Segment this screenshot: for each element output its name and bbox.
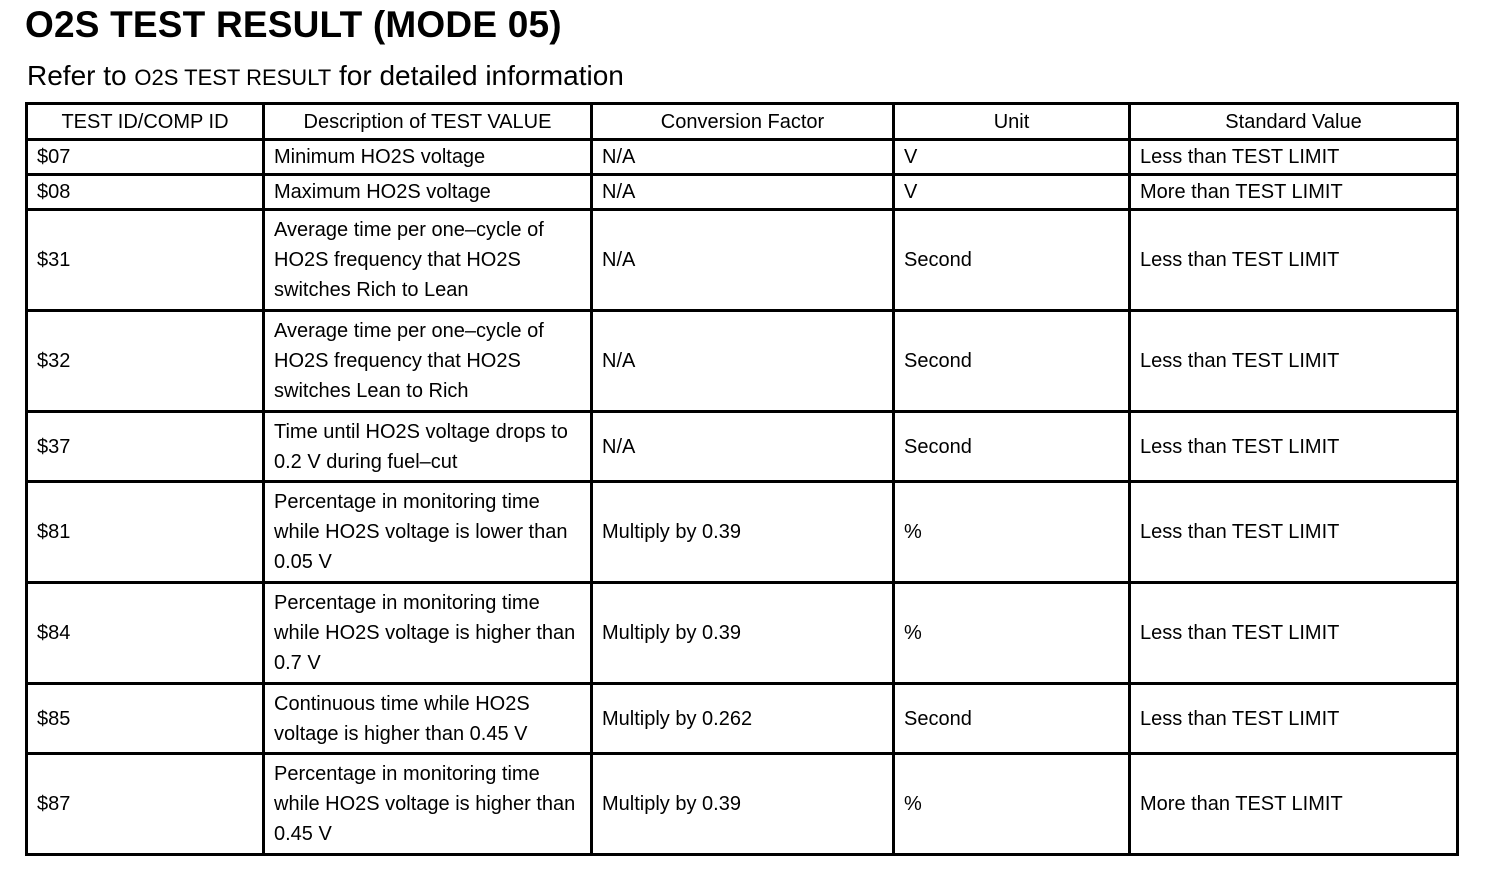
cell-standard: Less than TEST LIMIT	[1130, 210, 1458, 311]
cell-unit: %	[894, 754, 1130, 855]
subtitle-suffix: for detailed information	[331, 60, 624, 91]
header-standard-value: Standard Value	[1130, 104, 1458, 140]
cell-unit: Second	[894, 311, 1130, 412]
cell-test-id: $31	[27, 210, 264, 311]
cell-description: Maximum HO2S voltage	[264, 175, 592, 210]
header-unit: Unit	[894, 104, 1130, 140]
cell-unit: V	[894, 175, 1130, 210]
table-header-row	[27, 104, 1458, 140]
cell-test-id: $08	[27, 175, 264, 210]
cell-unit: V	[894, 140, 1130, 175]
cell-conversion: N/A	[592, 175, 894, 210]
cell-test-id: $81	[27, 482, 264, 583]
cell-standard: Less than TEST LIMIT	[1130, 684, 1458, 754]
cell-description: Time until HO2S voltage drops to 0.2 V during fuel–cut	[264, 412, 592, 482]
cell-unit: Second	[894, 684, 1130, 754]
table-row	[27, 140, 1458, 175]
cell-conversion: N/A	[592, 412, 894, 482]
cell-standard: Less than TEST LIMIT	[1130, 482, 1458, 583]
table-row	[27, 175, 1458, 210]
cell-standard: More than TEST LIMIT	[1130, 754, 1458, 855]
cell-test-id: $85	[27, 684, 264, 754]
cell-description: Continuous time while HO2S voltage is higher than 0.45 V	[264, 684, 592, 754]
cell-description: Percentage in monitoring time while HO2S voltage is lower than 0.05 V	[264, 482, 592, 583]
cell-standard: Less than TEST LIMIT	[1130, 412, 1458, 482]
header-conversion-factor: Conversion Factor	[592, 104, 894, 140]
cell-description: Percentage in monitoring time while HO2S voltage is higher than 0.45 V	[264, 754, 592, 855]
table-row	[27, 210, 1458, 311]
cell-conversion: Multiply by 0.39	[592, 583, 894, 684]
table-row	[27, 684, 1458, 754]
cell-standard: Less than TEST LIMIT	[1130, 140, 1458, 175]
cell-description: Average time per one–cycle of HO2S frequency that HO2S switches Lean to Rich	[264, 311, 592, 412]
cell-unit: %	[894, 583, 1130, 684]
cell-unit: Second	[894, 210, 1130, 311]
cell-test-id: $37	[27, 412, 264, 482]
table-row	[27, 311, 1458, 412]
table-row	[27, 583, 1458, 684]
cell-conversion: N/A	[592, 210, 894, 311]
header-description: Description of TEST VALUE	[264, 104, 592, 140]
cell-unit: %	[894, 482, 1130, 583]
cell-conversion: N/A	[592, 140, 894, 175]
cell-unit: Second	[894, 412, 1130, 482]
cell-conversion: Multiply by 0.39	[592, 482, 894, 583]
cell-conversion: N/A	[592, 311, 894, 412]
o2s-test-result-table	[25, 102, 1459, 856]
subtitle-prefix: Refer to	[27, 60, 135, 91]
cell-description: Average time per one–cycle of HO2S frequency that HO2S switches Rich to Lean	[264, 210, 592, 311]
page-title: O2S TEST RESULT (MODE 05)	[25, 4, 562, 45]
table-row	[27, 482, 1458, 583]
cell-description: Percentage in monitoring time while HO2S voltage is higher than 0.7 V	[264, 583, 592, 684]
cell-conversion: Multiply by 0.39	[592, 754, 894, 855]
cell-description: Minimum HO2S voltage	[264, 140, 592, 175]
cell-test-id: $87	[27, 754, 264, 855]
cell-standard: Less than TEST LIMIT	[1130, 583, 1458, 684]
subtitle	[27, 60, 624, 92]
table-row	[27, 754, 1458, 855]
cell-standard: Less than TEST LIMIT	[1130, 311, 1458, 412]
cell-standard: More than TEST LIMIT	[1130, 175, 1458, 210]
cell-test-id: $32	[27, 311, 264, 412]
subtitle-reference: O2S TEST RESULT	[134, 65, 332, 90]
header-test-id: TEST ID/COMP ID	[27, 104, 264, 140]
cell-test-id: $07	[27, 140, 264, 175]
table-row	[27, 412, 1458, 482]
cell-test-id: $84	[27, 583, 264, 684]
cell-conversion: Multiply by 0.262	[592, 684, 894, 754]
